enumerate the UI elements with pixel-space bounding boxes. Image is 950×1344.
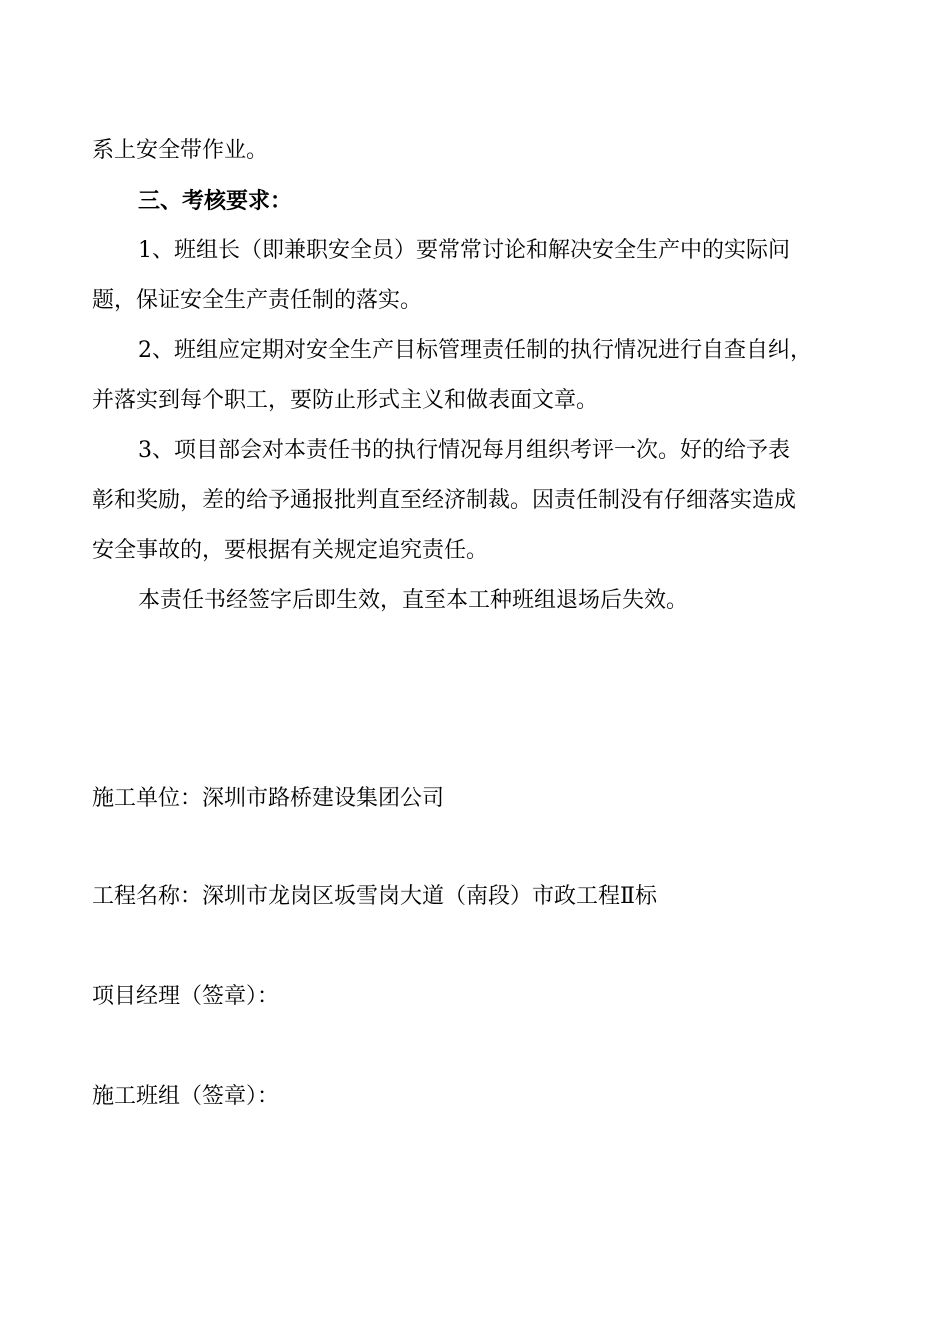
construction-team-signature-label: 施工班组（签章）： — [92, 1084, 280, 1109]
body-line-7: 3、项目部会对本责任书的执行情况每月组织考评一次。好的给予表 — [138, 438, 790, 463]
body-line-1: 系上安全带作业。 — [92, 138, 269, 163]
project-manager-signature-label: 项目经理（签章）： — [92, 984, 280, 1009]
body-line-6: 并落实到每个职工，要防止形式主义和做表面文章。 — [92, 388, 599, 413]
section-heading-assessment: 三、考核要求： — [138, 188, 293, 214]
body-line-10: 本责任书经签字后即生效，直至本工种班组退场后失效。 — [138, 588, 689, 613]
body-line-3: 1、班组长（即兼职安全员）要常常讨论和解决安全生产中的实际问 — [138, 238, 790, 263]
body-line-4: 题，保证安全生产责任制的落实。 — [92, 288, 423, 313]
body-line-5: 2、班组应定期对安全生产目标管理责任制的执行情况进行自查自纠， — [138, 338, 812, 363]
project-name-label: 工程名称：深圳市龙岗区坂雪岗大道（南段）市政工程Ⅱ标 — [92, 884, 657, 909]
body-line-8: 彰和奖励，差的给予通报批判直至经济制裁。因责任制没有仔细落实造成 — [92, 488, 797, 513]
body-line-9: 安全事故的，要根据有关规定追究责任。 — [92, 538, 489, 563]
construction-unit-label: 施工单位：深圳市路桥建设集团公司 — [92, 786, 445, 811]
